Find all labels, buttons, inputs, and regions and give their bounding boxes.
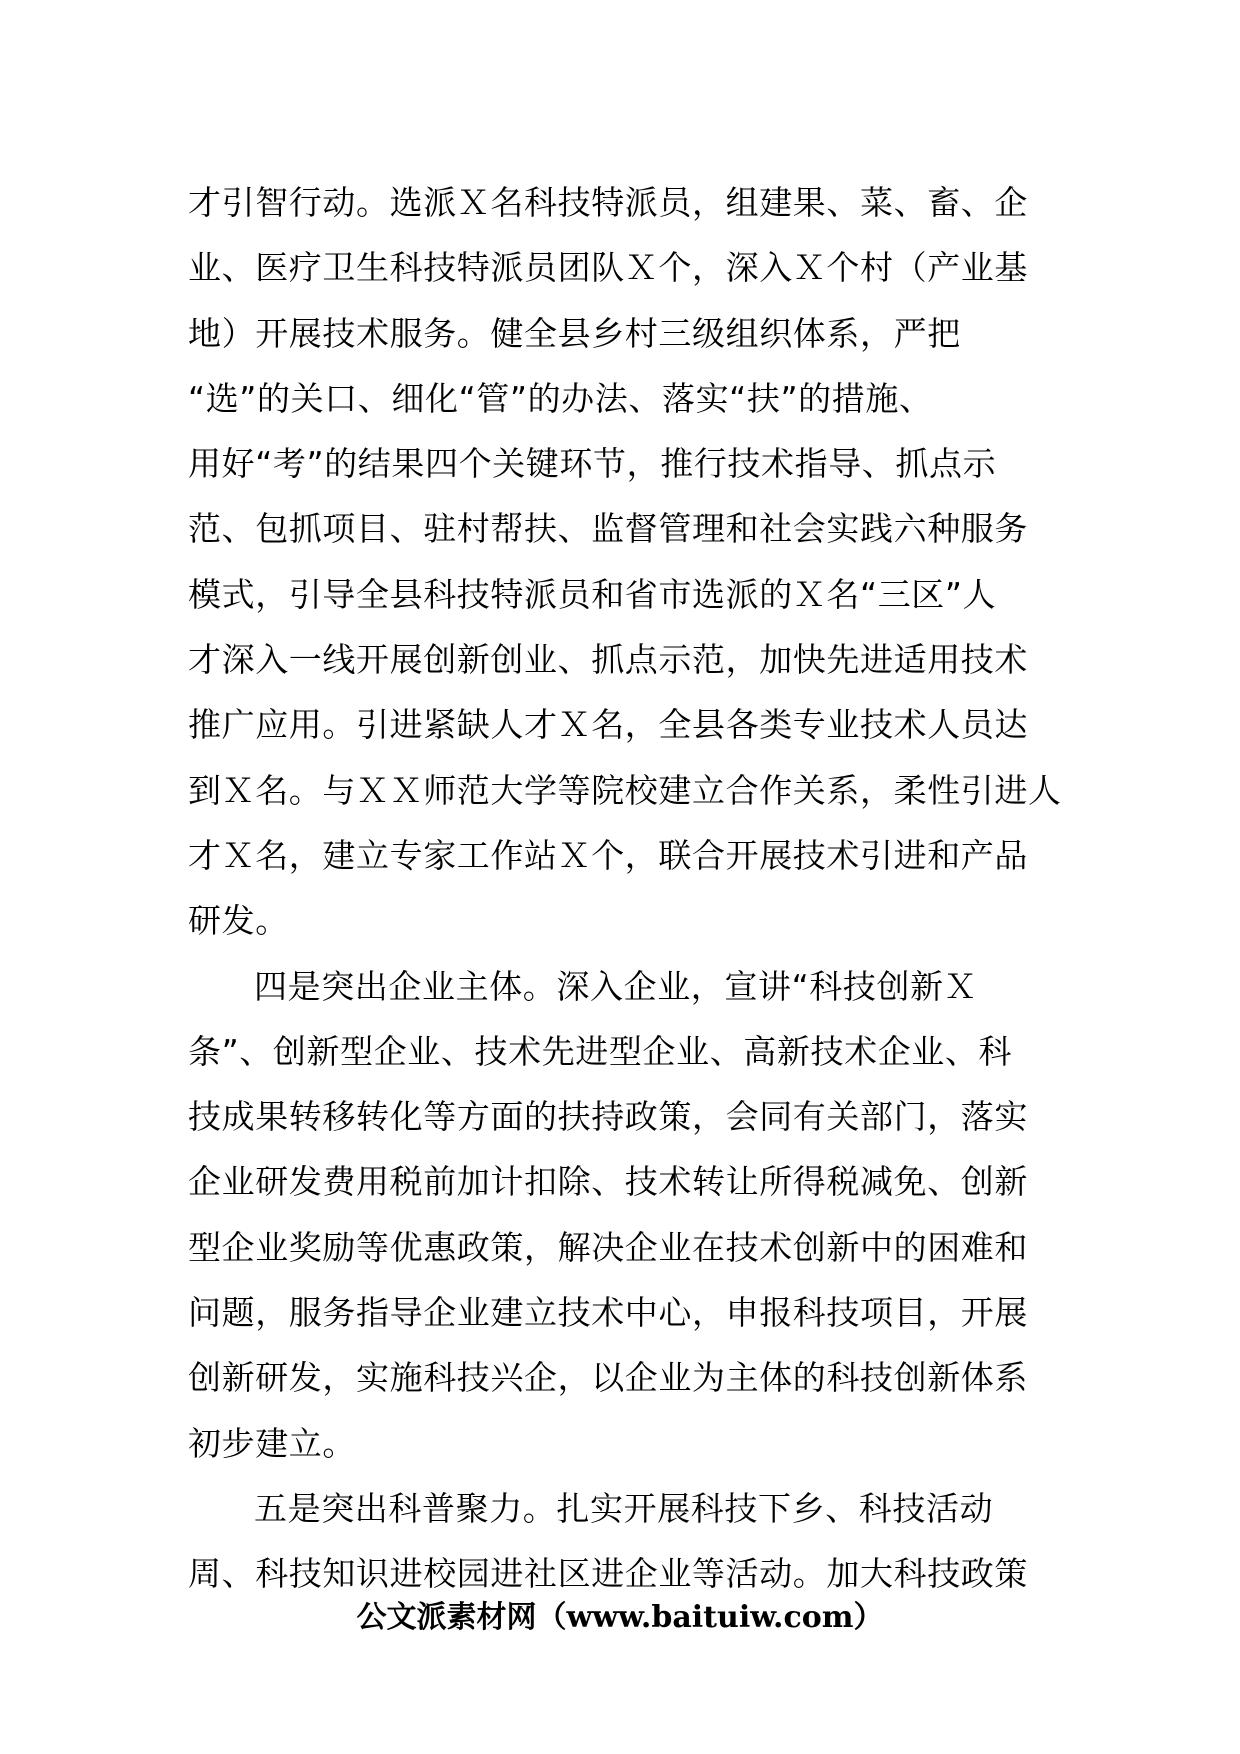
text-line: 模式，引导全县科技特派员和省市选派的Ｘ名“三区”人 bbox=[188, 574, 997, 614]
text-line: 周、科技知识进校园进社区进企业等活动。加大科技政策 bbox=[188, 1554, 1028, 1594]
text-line: 初步建立。 bbox=[188, 1423, 356, 1463]
text-line: “选”的关口、细化“管”的办法、落实“扶”的措施、 bbox=[188, 378, 933, 418]
paragraph-start-line: 四是突出企业主体。深入企业，宣讲“科技创新Ｘ bbox=[254, 966, 978, 1006]
text-line: 才引智行动。选派Ｘ名科技特派员，组建果、菜、畜、企 bbox=[188, 183, 1028, 222]
text-line: 推广应用。引进紧缺人才Ｘ名，全县各类专业技术人员达 bbox=[188, 705, 1028, 745]
text-line: 技成果转移转化等方面的扶持政策，会同有关部门，落实 bbox=[188, 1097, 1028, 1137]
text-line: 用好“考”的结果四个关键环节，推行技术指导、抓点示 bbox=[188, 444, 997, 484]
document-body bbox=[188, 170, 1062, 1607]
text-line: 业、医疗卫生科技特派员团队Ｘ个，深入Ｘ个村（产业基 bbox=[188, 248, 1028, 288]
text-line: 问题，服务指导企业建立技术中心，申报科技项目，开展 bbox=[188, 1293, 1028, 1333]
text-line: 到Ｘ名。与ＸＸ师范大学等院校建立合作关系，柔性引进人 bbox=[188, 770, 1062, 810]
footer-watermark-text: 公文派素材网（www.baituiw.com） bbox=[356, 1600, 884, 1635]
paragraph-start-line: 五是突出科普聚力。扎实开展科技下乡、科技活动 bbox=[254, 1488, 994, 1528]
text-line: 范、包抓项目、驻村帮扶、监督管理和社会实践六种服务 bbox=[188, 509, 1028, 549]
text-line: 研发。 bbox=[188, 901, 289, 941]
text-line: 才Ｘ名，建立专家工作站Ｘ个，联合开展技术引进和产品 bbox=[188, 835, 1028, 875]
text-line: 企业研发费用税前加计扣除、技术转让所得税减免、创新 bbox=[188, 1162, 1028, 1202]
text-line: 条”、创新型企业、技术先进型企业、高新技术企业、科 bbox=[188, 1031, 1013, 1071]
text-line: 才深入一线开展创新创业、抓点示范，加快先进适用技术 bbox=[188, 640, 1028, 680]
text-line: 型企业奖励等优惠政策，解决企业在技术创新中的困难和 bbox=[188, 1227, 1028, 1267]
text-line: 地）开展技术服务。健全县乡村三级组织体系，严把 bbox=[188, 313, 961, 353]
text-line: 创新研发，实施科技兴企，以企业为主体的科技创新体系 bbox=[188, 1358, 1028, 1398]
